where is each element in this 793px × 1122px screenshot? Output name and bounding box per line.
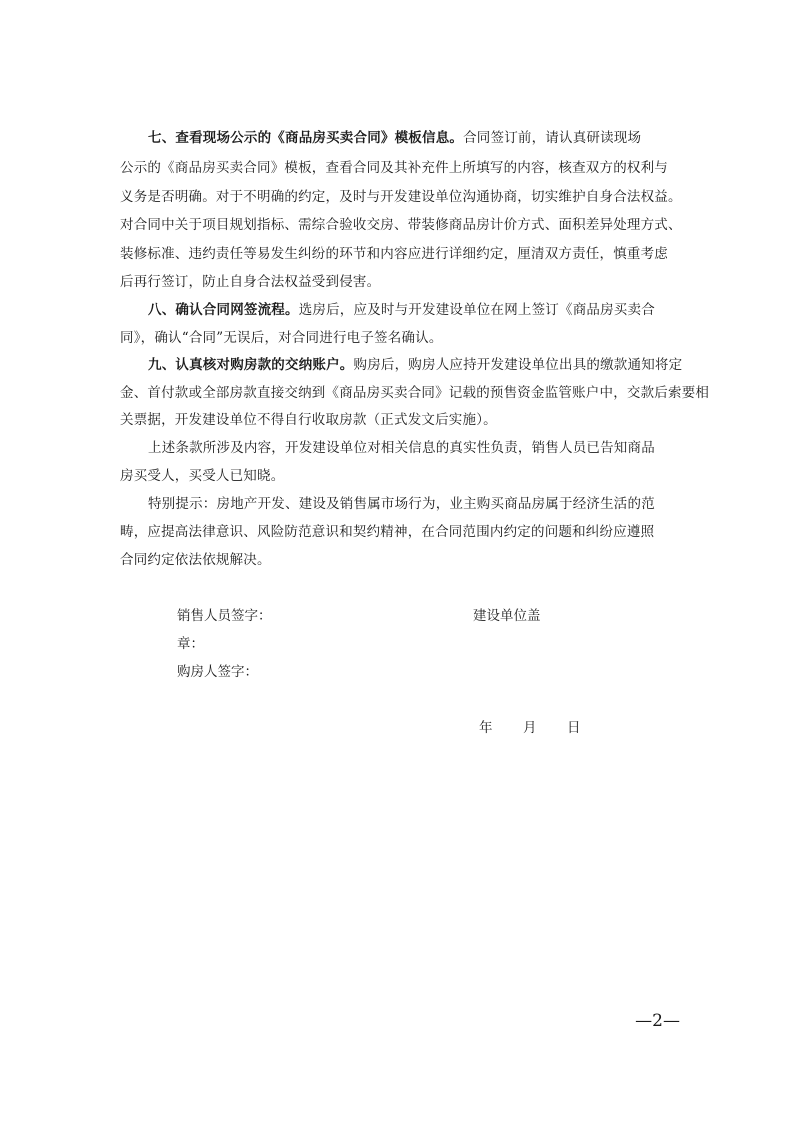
- section-7-line-5: 装修标准、违约责任等易发生纠纷的环节和内容应进行详细约定，厘清双方责任，慎重考虑: [120, 246, 668, 262]
- section-9-line-2: 金、首付款或全部房款直接交纳到《商品房买卖合同》记载的预售资金监管账户中，交款后索要相: [120, 385, 710, 401]
- developer-seal-label: 建设单位盖: [473, 608, 541, 624]
- date-day-label: 日: [567, 720, 581, 736]
- section-7-line-4: 对合同中关于项目规划指标、需综合验收交房、带装修商品房计价方式、面积差异处理方式、: [120, 217, 682, 233]
- section-7-line-6: 后再行签订，防止自身合法权益受到侵害。: [120, 274, 381, 290]
- notice-line-1: 特别提示：房地产开发、建设及销售属市场行为，业主购买商品房属于经济生活的范: [148, 496, 655, 512]
- statement-line-1: 上述条款所涉及内容，开发建设单位对相关信息的真实性负责，销售人员已告知商品: [148, 440, 655, 456]
- developer-seal-label-cont: 章：: [177, 636, 204, 652]
- buyer-signature-label: 购房人签字：: [177, 664, 258, 680]
- statement-line-2: 房买受人，买受人已知晓。: [120, 468, 285, 484]
- section-9-text: 购房后，购房人应持开发建设单位出具的缴款通知将定: [353, 357, 683, 373]
- section-9-line-3: 关票据，开发建设单位不得自行收取房款（正式发文后实施）。: [120, 412, 497, 428]
- date-month-label: 月: [523, 720, 537, 736]
- section-9-line-1: [148, 359, 682, 373]
- notice-line-3: 合同约定依法依规解决。: [120, 552, 271, 568]
- section-8-heading: 八、确认合同网签流程。: [148, 302, 299, 318]
- section-8-line-1: [148, 304, 655, 318]
- section-7-line-2: 公示的《商品房买卖合同》模板，查看合同及其补充件上所填写的内容，核查双方的权利与: [120, 160, 668, 176]
- page-number: —2—: [635, 1011, 680, 1031]
- section-7-text: 合同签订前，请认真研读现场: [463, 130, 642, 146]
- section-8-line-2: 同》，确认“合同”无误后，对合同进行电子签名确认。: [120, 330, 443, 346]
- sales-signature-label: 销售人员签字：: [177, 608, 272, 624]
- section-7-heading: 七、查看现场公示的《商品房买卖合同》模板信息。: [148, 130, 464, 146]
- notice-line-2: 畴，应提高法律意识、风险防范意识和契约精神，在合同范围内约定的问题和纠纷应遵照: [120, 524, 655, 540]
- section-8-text: 选房后，应及时与开发建设单位在网上签订《商品房买卖合: [298, 302, 655, 318]
- section-7-line-3: 义务是否明确。对于不明确的约定，及时与开发建设单位沟通协商，切实维护自身合法权益。: [120, 189, 682, 205]
- section-7-line-1: [148, 132, 641, 146]
- section-9-heading: 九、认真核对购房款的交纳账户。: [148, 357, 354, 373]
- date-year-label: 年: [479, 720, 493, 736]
